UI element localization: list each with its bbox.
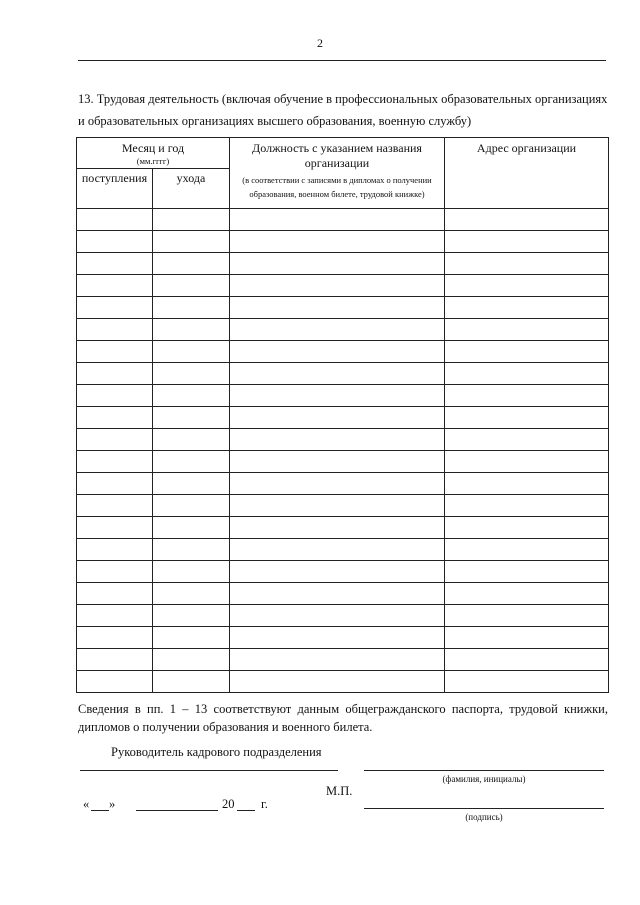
start-date-cell[interactable] xyxy=(77,495,153,517)
table-row xyxy=(77,407,609,429)
name-caption: (фамилия, инициалы) xyxy=(442,774,526,784)
position-cell[interactable] xyxy=(230,341,445,363)
date-quote-open: « xyxy=(83,797,90,811)
end-date-cell[interactable] xyxy=(153,561,230,583)
table-row xyxy=(77,605,609,627)
position-cell[interactable] xyxy=(230,605,445,627)
address-cell[interactable] xyxy=(445,627,609,649)
table-row xyxy=(77,209,609,231)
position-label-line2: организации xyxy=(304,156,370,170)
address-cell[interactable] xyxy=(445,341,609,363)
address-cell[interactable] xyxy=(445,209,609,231)
address-cell[interactable] xyxy=(445,319,609,341)
address-cell[interactable] xyxy=(445,671,609,693)
position-cell[interactable] xyxy=(230,583,445,605)
address-cell[interactable] xyxy=(445,473,609,495)
table-row xyxy=(77,627,609,649)
end-date-cell[interactable] xyxy=(153,385,230,407)
position-cell[interactable] xyxy=(230,671,445,693)
end-date-cell[interactable] xyxy=(153,231,230,253)
address-cell[interactable] xyxy=(445,407,609,429)
position-cell[interactable] xyxy=(230,319,445,341)
year-prefix: 20 xyxy=(222,797,235,811)
end-date-cell[interactable] xyxy=(153,495,230,517)
hr-head-label: Руководитель кадрового подразделения xyxy=(111,745,322,759)
position-cell[interactable] xyxy=(230,407,445,429)
table-row xyxy=(77,231,609,253)
position-cell[interactable] xyxy=(230,297,445,319)
address-cell[interactable] xyxy=(445,385,609,407)
date-quote-close: » xyxy=(109,797,116,811)
end-label: ухода xyxy=(176,171,206,185)
employment-table xyxy=(76,137,609,693)
end-date-cell[interactable] xyxy=(153,363,230,385)
position-cell[interactable] xyxy=(230,253,445,275)
end-date-cell[interactable] xyxy=(153,319,230,341)
end-date-cell[interactable] xyxy=(153,451,230,473)
position-cell[interactable] xyxy=(230,275,445,297)
year-field-line[interactable] xyxy=(237,810,255,811)
start-header xyxy=(77,169,153,209)
position-cell[interactable] xyxy=(230,517,445,539)
address-cell[interactable] xyxy=(445,451,609,473)
table-row xyxy=(77,517,609,539)
table-row xyxy=(77,671,609,693)
position-label-line1: Должность с указанием названия xyxy=(252,141,422,155)
start-date-cell[interactable] xyxy=(77,209,153,231)
position-note: (в соответствии с записями в дипломах о получении образования, военном билете, трудовой книжке) xyxy=(242,175,432,199)
table-row xyxy=(77,495,609,517)
address-cell[interactable] xyxy=(445,539,609,561)
address-cell[interactable] xyxy=(445,363,609,385)
table-row xyxy=(77,451,609,473)
start-date-cell[interactable] xyxy=(77,627,153,649)
table-row xyxy=(77,319,609,341)
position-cell[interactable] xyxy=(230,627,445,649)
section-heading: 13. Трудовая деятельность (включая обучение в профессиональных образовательных организациях и образовательных организациях высшего образования, военную службу) xyxy=(78,92,608,128)
table-row xyxy=(77,275,609,297)
table-row xyxy=(77,649,609,671)
address-cell[interactable] xyxy=(445,231,609,253)
end-date-cell[interactable] xyxy=(153,517,230,539)
table-row xyxy=(77,297,609,319)
end-date-cell[interactable] xyxy=(153,209,230,231)
end-date-cell[interactable] xyxy=(153,473,230,495)
month-year-header xyxy=(77,138,230,169)
start-date-cell[interactable] xyxy=(77,451,153,473)
month-year-format: (мм.гггг) xyxy=(136,156,170,166)
stamp-label: М.П. xyxy=(326,784,353,798)
position-cell[interactable] xyxy=(230,385,445,407)
header-rule xyxy=(78,60,606,61)
end-header xyxy=(153,169,230,209)
position-header xyxy=(230,138,445,209)
signature-caption: (подпись) xyxy=(465,812,503,822)
start-date-cell[interactable] xyxy=(77,561,153,583)
address-cell[interactable] xyxy=(445,561,609,583)
start-date-cell[interactable] xyxy=(77,275,153,297)
position-cell[interactable] xyxy=(230,495,445,517)
end-date-cell[interactable] xyxy=(153,253,230,275)
table-row xyxy=(77,561,609,583)
table-row xyxy=(77,341,609,363)
table-row xyxy=(77,539,609,561)
start-date-cell[interactable] xyxy=(77,407,153,429)
start-date-cell[interactable] xyxy=(77,231,153,253)
certification-text: Сведения в пп. 1 – 13 соответствуют данным общегражданского паспорта, трудовой книжки, дипломов о получении образования и военного билета. xyxy=(78,702,608,734)
start-date-cell[interactable] xyxy=(77,671,153,693)
year-suffix: г. xyxy=(261,797,268,811)
start-date-cell[interactable] xyxy=(77,253,153,275)
table-row xyxy=(77,583,609,605)
start-date-cell[interactable] xyxy=(77,605,153,627)
position-cell[interactable] xyxy=(230,231,445,253)
address-cell[interactable] xyxy=(445,495,609,517)
address-cell[interactable] xyxy=(445,649,609,671)
address-label: Адрес организации xyxy=(476,141,577,155)
position-cell[interactable] xyxy=(230,209,445,231)
table-row xyxy=(77,473,609,495)
end-date-cell[interactable] xyxy=(153,407,230,429)
end-date-cell[interactable] xyxy=(153,429,230,451)
table-row xyxy=(77,363,609,385)
position-cell[interactable] xyxy=(230,429,445,451)
end-date-cell[interactable] xyxy=(153,539,230,561)
address-cell[interactable] xyxy=(445,429,609,451)
position-cell[interactable] xyxy=(230,539,445,561)
address-header xyxy=(445,138,609,209)
start-date-cell[interactable] xyxy=(77,363,153,385)
start-date-cell[interactable] xyxy=(77,429,153,451)
end-date-cell[interactable] xyxy=(153,275,230,297)
page-number: 2 xyxy=(317,36,323,50)
address-cell[interactable] xyxy=(445,253,609,275)
month-field-line[interactable] xyxy=(136,810,218,811)
name-line[interactable] xyxy=(364,770,604,771)
address-cell[interactable] xyxy=(445,517,609,539)
end-date-cell[interactable] xyxy=(153,605,230,627)
position-cell[interactable] xyxy=(230,451,445,473)
address-cell[interactable] xyxy=(445,275,609,297)
address-cell[interactable] xyxy=(445,605,609,627)
hr-head-position-line[interactable] xyxy=(80,770,338,771)
start-label: поступления xyxy=(81,171,148,185)
table-row xyxy=(77,429,609,451)
start-date-cell[interactable] xyxy=(77,297,153,319)
position-cell[interactable] xyxy=(230,473,445,495)
start-date-cell[interactable] xyxy=(77,539,153,561)
end-date-cell[interactable] xyxy=(153,341,230,363)
end-date-cell[interactable] xyxy=(153,297,230,319)
start-date-cell[interactable] xyxy=(77,473,153,495)
end-date-cell[interactable] xyxy=(153,583,230,605)
table-row xyxy=(77,385,609,407)
day-field-line[interactable] xyxy=(91,810,109,811)
position-cell[interactable] xyxy=(230,561,445,583)
address-cell[interactable] xyxy=(445,297,609,319)
signature-line[interactable] xyxy=(364,808,604,809)
start-date-cell[interactable] xyxy=(77,583,153,605)
address-cell[interactable] xyxy=(445,583,609,605)
end-date-cell[interactable] xyxy=(153,627,230,649)
start-date-cell[interactable] xyxy=(77,517,153,539)
month-year-label: Месяц и год xyxy=(121,141,185,155)
end-date-cell[interactable] xyxy=(153,671,230,693)
start-date-cell[interactable] xyxy=(77,385,153,407)
table-row xyxy=(77,253,609,275)
position-cell[interactable] xyxy=(230,649,445,671)
start-date-cell[interactable] xyxy=(77,319,153,341)
position-cell[interactable] xyxy=(230,363,445,385)
end-date-cell[interactable] xyxy=(153,649,230,671)
start-date-cell[interactable] xyxy=(77,649,153,671)
start-date-cell[interactable] xyxy=(77,341,153,363)
